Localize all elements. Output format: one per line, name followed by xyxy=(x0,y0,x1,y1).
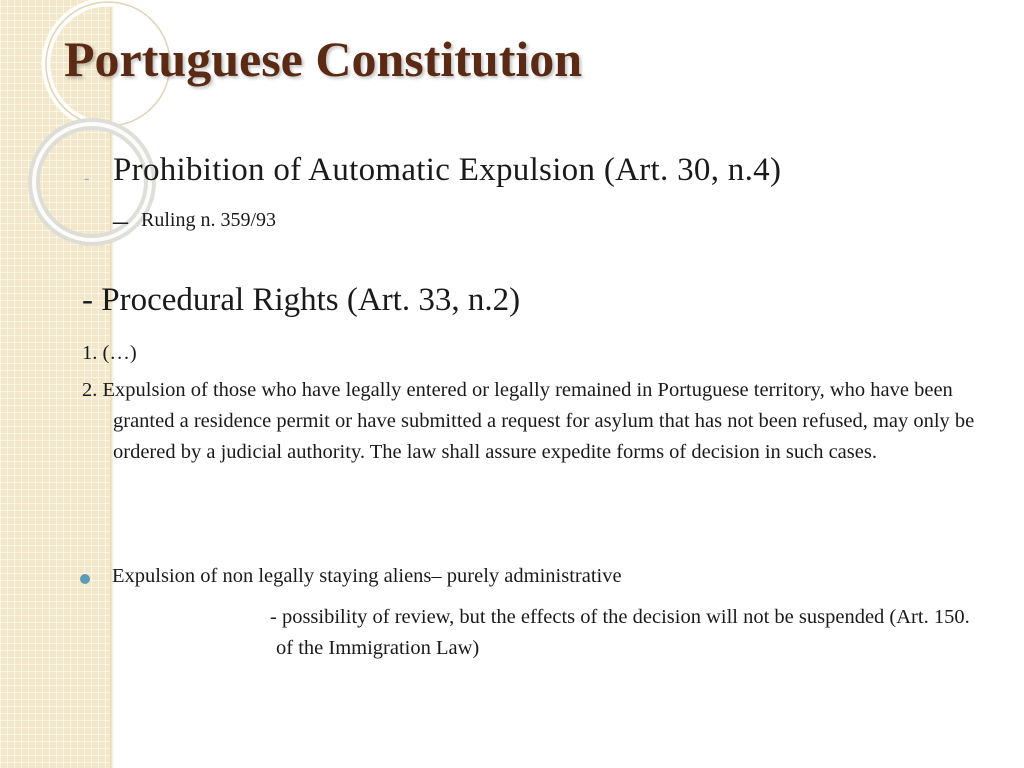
slide-title: Portuguese Constitution xyxy=(64,31,583,87)
item3-subtext: - possibility of review, but the effects of the decision will not be suspended (Art. 150. of the Immigration Law) xyxy=(270,606,970,659)
item2-point2: 2. Expulsion of those who have legally entered or legally remained in Portuguese territory, who have been granted a residence permit or have submitted a request for asylum that has not been refused, may only be ordered by a judicial authority. The law shall assure expedite forms of decision in such cases. xyxy=(82,379,975,463)
item1-dash: - xyxy=(84,170,90,187)
item2-heading: - Procedural Rights (Art. 33, n.2) xyxy=(82,282,521,318)
item1-heading: Prohibition of Automatic Expulsion (Art. 30, n.4) xyxy=(113,152,782,188)
bullet-dot-icon xyxy=(80,574,90,584)
item1-long-dash: – xyxy=(113,204,128,237)
item2-point1: 1. (…) xyxy=(82,342,137,364)
item1-ruling: Ruling n. 359/93 xyxy=(141,209,277,231)
item3-text: Expulsion of non legally staying aliens– purely administrative xyxy=(112,565,622,587)
